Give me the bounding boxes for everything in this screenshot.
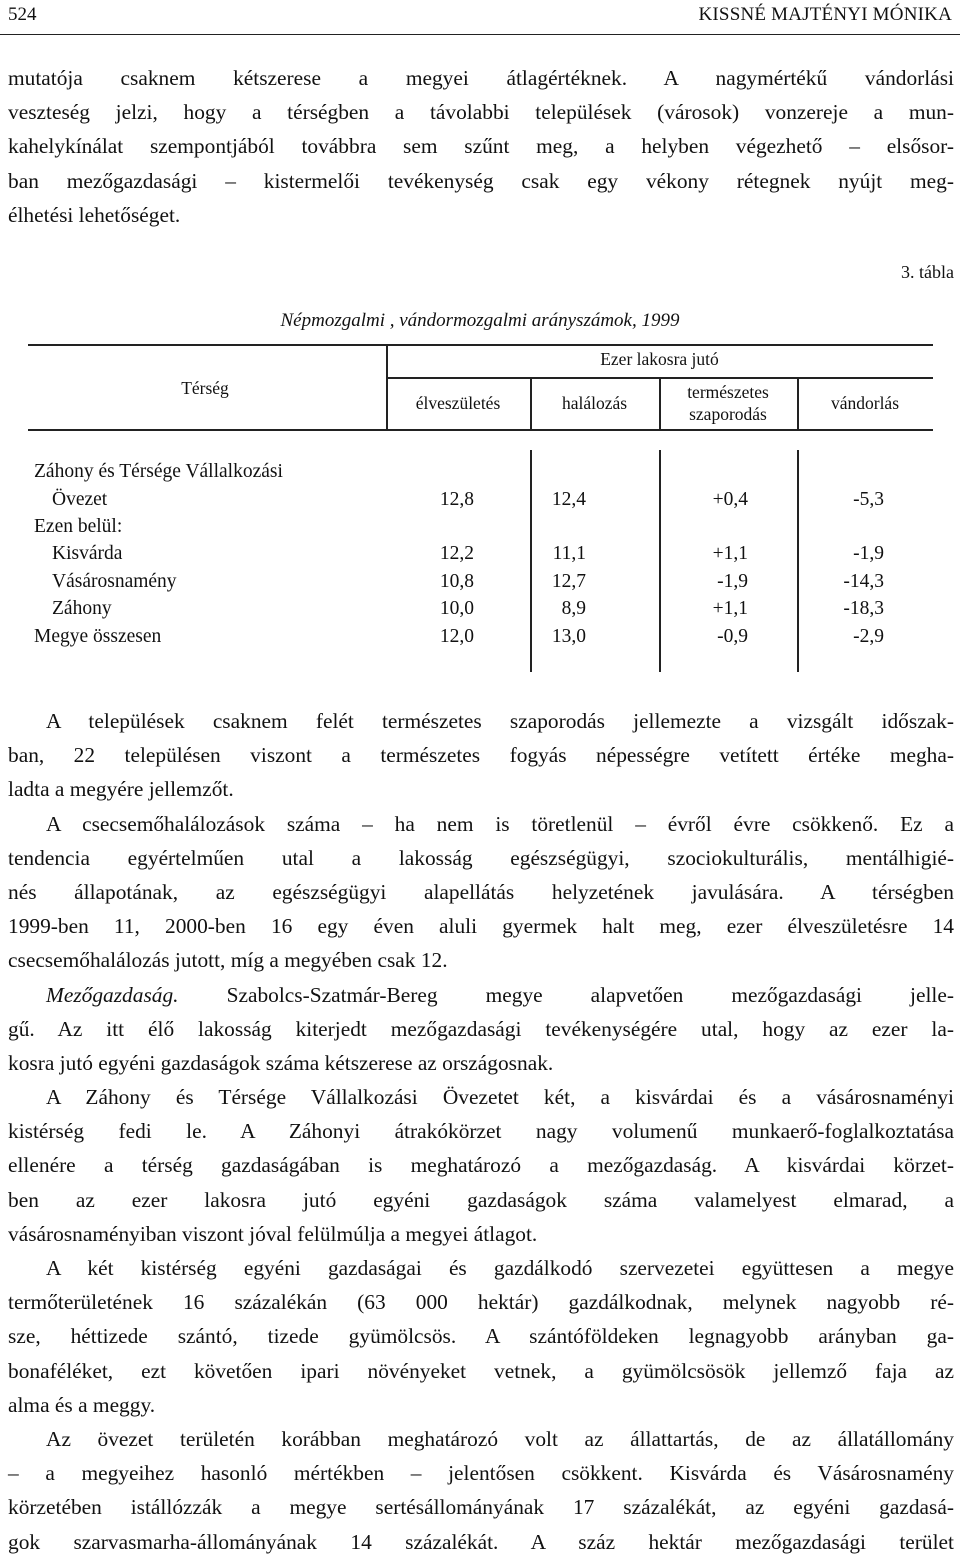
text-line: mutatója csaknem kétszerese a megyei átlagértéknek. A nagymértékű vándorlási (8, 66, 954, 90)
text-line: csecsemőhalálozás jutott, míg a megyében csak 12. (8, 948, 448, 973)
cell-natural: -0,9 (717, 626, 748, 647)
page-header (0, 0, 960, 35)
cell-births: 12,8 (439, 489, 474, 510)
cell-deaths: 12,4 (551, 489, 586, 510)
section-heading-italic: Mezőgazdaság. (46, 982, 179, 1007)
cell-migration: -2,9 (853, 626, 884, 647)
text-line: 1999-ben 11, 2000-ben 16 egy éven aluli gyermek halt meg, ezer élveszületésre 14 (8, 914, 954, 939)
text-line: nés állapotának, az egészségügyi alapellátás helyzetének javulására. A térségben (8, 879, 954, 904)
cell-natural: +0,4 (712, 489, 748, 510)
row-label: Megye összesen (34, 626, 162, 647)
cell-births: 10,8 (439, 571, 474, 592)
text-line: Az övezet területén korábban meghatározó volt az állattartás, de az állatállomány (46, 1426, 954, 1451)
header-births: élveszületés (415, 393, 501, 413)
running-head: KISSNÉ MAJTÉNYI MÓNIKA (698, 4, 952, 25)
cell-births: 10,0 (439, 598, 474, 619)
cell-deaths: 8,9 (561, 598, 586, 619)
text-line: kahelykínálat szempontjából továbbra sem szűnt meg, a helyben végezhető – elsősor- (8, 134, 954, 159)
cell-migration: -18,3 (843, 598, 884, 619)
header-natural-line2: szaporodás (689, 404, 767, 424)
text-line: alma és a meggy. (8, 1392, 156, 1417)
table-col-divider (797, 377, 799, 429)
text-line: ben az ezer lakosra jutó egyéni gazdaságok száma valamelyest elmarad, a (8, 1187, 954, 1212)
text-line: kistérség fedi le. A Záhonyi átrakókörzet nagy volumenű munkaerő-foglalkoztatása (8, 1119, 954, 1144)
text-line: – a megyeihez hasonló mértékben – jelentősen csökkent. Kisvárda és Vásárosnamény (8, 1461, 954, 1486)
text-line: ladta a megyére jellemzőt. (8, 777, 234, 802)
text-line-rest: Szabolcs-Szatmár-Bereg megye alapvetően mezőgazdasági jelle- (226, 982, 954, 1007)
cell-migration: -5,3 (853, 489, 884, 510)
table-group-rule (386, 377, 933, 379)
text-line: A Záhony és Térsége Vállalkozási Övezetet két, a kisvárdai és a vásárosnaményi (46, 1085, 954, 1110)
cell-deaths: 11,1 (552, 543, 586, 564)
text-line: sze, héttizede szántó, tizede gyümölcsös. A szántóföldeken legnagyobb arányban ga- (8, 1324, 954, 1349)
cell-births: 12,0 (439, 626, 474, 647)
table-header-rule (28, 429, 933, 431)
cell-deaths: 12,7 (551, 571, 586, 592)
table-col-divider (530, 377, 532, 429)
text-line: ellenére a térség gazdaságában is meghatározó a mezőgazdaság. A kisvárdai körzet- (8, 1153, 954, 1178)
text-line: élhetési lehetőséget. (8, 202, 181, 227)
text-line: gok szarvasmarha-állományának 14 százalékát. A száz hektár mezőgazdasági terület (8, 1529, 954, 1554)
text-line: A települések csaknem felét természetes szaporodás jellemezte a vizsgált időszak- (46, 709, 954, 733)
cell-natural: +1,1 (712, 598, 748, 619)
table-col-divider (659, 377, 661, 429)
text-line: kosra jutó egyéni gazdaságok száma kétszerese az országosnak. (8, 1050, 554, 1075)
table-top-rule (28, 344, 933, 346)
text-line: A csecsemőhalálozások száma – ha nem is töretlenül – évről évre csökkenő. Ez a (46, 811, 954, 836)
row-label: Vásárosnamény (52, 571, 177, 592)
page-number: 524 (8, 4, 37, 25)
text-line: gű. Az itt élő lakosság kiterjedt mezőgazdasági tevékenységére utal, hogy az ezer la- (8, 1016, 954, 1041)
intro-paragraph (8, 61, 954, 232)
header-deaths: halálozás (561, 393, 628, 413)
text-line (8, 978, 954, 1012)
text-line: ban mezőgazdasági – kistermelői tevékenység csak egy vékony rétegnek nyújt meg- (8, 168, 954, 193)
text-line: bonaféléket, ezt követően ipari növényeket vetnek, a gyümölcsösök jellemző faja az (8, 1358, 954, 1383)
table-col-divider (386, 344, 388, 429)
table-col-divider (659, 450, 661, 672)
row-label: Záhony és Térsége Vállalkozási (34, 461, 283, 482)
text-line: veszteség jelzi, hogy a térségben a távolabbi települések (városok) vonzereje a mun- (8, 100, 954, 125)
text-line: körzetében istállózzák a megye sertésállományának 17 százalékát, az egyéni gazdasá- (8, 1495, 954, 1520)
header-natural-line1: természetes (687, 382, 769, 402)
cell-deaths: 13,0 (551, 626, 586, 647)
cell-migration: -14,3 (843, 571, 884, 592)
table-label: 3. tábla (901, 262, 954, 282)
header-group: Ezer lakosra jutó (600, 349, 719, 369)
text-line: tendencia egyértelműen utal a lakosság egészségügyi, szociokulturális, mentálhigié- (8, 845, 954, 870)
header-region: Térség (181, 378, 229, 398)
table-col-divider (797, 450, 799, 672)
row-label: Kisvárda (52, 543, 123, 564)
text-line: A két kistérség egyéni gazdaságai és gazdálkodó szervezetei együttesen a megye (46, 1256, 954, 1280)
row-label: Övezet (52, 489, 108, 510)
cell-natural: -1,9 (717, 571, 748, 592)
row-label: Záhony (52, 598, 112, 619)
text-line: vásárosnaményiban viszont jóval felülmúlja a megyei átlagot. (8, 1221, 538, 1246)
cell-migration: -1,9 (853, 543, 884, 564)
text-line: termőterületének 16 százalékán (63 000 hektár) gazdálkodnak, melynek nagyobb ré- (8, 1290, 954, 1315)
text-line: ban, 22 településen viszont a természetes fogyás népességre vetített értéke megha- (8, 743, 954, 768)
table-title: Népmozgalmi , vándormozgalmi arányszámok, 1999 (280, 310, 680, 331)
cell-births: 12,2 (439, 543, 474, 564)
row-label: Ezen belül: (34, 516, 123, 537)
body-text (8, 704, 954, 1559)
cell-natural: +1,1 (712, 543, 748, 564)
table-col-divider (530, 450, 532, 672)
header-migration: vándorlás (830, 393, 900, 413)
